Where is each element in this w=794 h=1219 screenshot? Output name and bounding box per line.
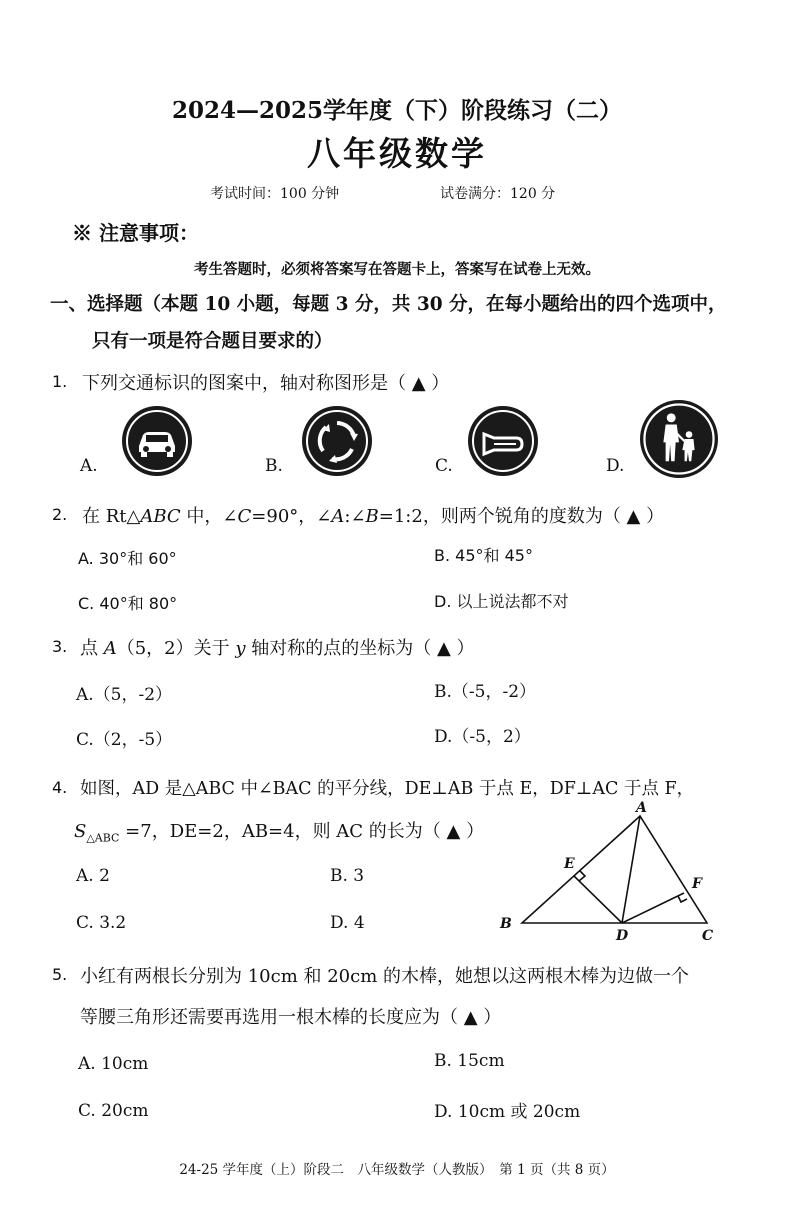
notice-text: 考生答题时，必须将答案写在答题卡上，答案写在试卷上无效。: [194, 261, 600, 278]
exam-title: 2024—2025学年度（下）阶段练习（二）: [171, 97, 623, 124]
label-c: C: [702, 928, 714, 944]
option-c: C. 20cm: [78, 1101, 149, 1121]
option-b: B. 15cm: [434, 1051, 505, 1071]
subject-title: 八年级数学: [307, 134, 487, 173]
option-d: D.（-5，2）: [434, 727, 531, 747]
option-d: D. 以上说法都不对: [434, 592, 569, 611]
car-sign-icon: [122, 406, 192, 476]
option-d: D. 10cm 或 20cm: [434, 1102, 581, 1122]
horn-sign-icon: [468, 406, 538, 476]
label-a: A: [636, 800, 647, 816]
question-4-line2: $S_{\triangle ABC} =7$，DE=2，AB=4，则 AC 的长为（ ▲ ）: [74, 821, 485, 845]
question-number: 3.: [52, 637, 68, 656]
question-5-line1: 小红有两根长分别为 10cm 和 20cm 的木棒，她想以这两根木棒为边做一个: [80, 966, 689, 987]
question-number: 2.: [52, 505, 68, 524]
pedestrian-sign-icon: [640, 400, 718, 478]
option-a: A. 30°和 60°: [78, 549, 177, 568]
option-a-label: A.: [80, 456, 98, 476]
question-4-line1: 如图，AD 是△ABC 中∠BAC 的平分线，DE⊥AB 于点 E，DF⊥AC 于点 F，: [80, 779, 695, 799]
option-c: C. 3.2: [76, 913, 127, 933]
option-d-label: D.: [606, 456, 625, 476]
label-d: D: [616, 928, 629, 944]
question-5-line2: 等腰三角形还需要再选用一根木棒的长度应为（ ▲ ）: [80, 1007, 502, 1028]
option-a: A. 2: [76, 866, 110, 886]
question-number: 5.: [52, 965, 68, 984]
option-b: B. 45°和 45°: [434, 546, 533, 565]
option-c-label: C.: [435, 456, 453, 476]
option-d: D. 4: [330, 913, 365, 933]
exam-time: 考试时间：100 分钟: [210, 186, 340, 202]
question-2-text: 在 Rt△ABC 中，∠C=90°，∠A:∠B=1:2，则两个锐角的度数为（ ▲ ）: [82, 506, 665, 527]
section-heading: 一、选择题（本题 10 小题，每题 3 分，共 30 分，在每小题给出的四个选项中，: [50, 294, 727, 315]
roundabout-sign-icon: [302, 406, 372, 476]
option-c: C.（2，-5）: [76, 730, 173, 750]
section-heading-cont: 只有一项是符合题目要求的）: [92, 331, 333, 352]
question-number: 1.: [52, 372, 68, 391]
option-a: A. 10cm: [78, 1054, 149, 1074]
option-b: B. 3: [330, 866, 365, 886]
label-f: F: [692, 876, 702, 892]
option-b-label: B.: [265, 456, 283, 476]
page-footer: 24-25 学年度（上）阶段二 八年级数学（人教版） 第 1 页（共 8 页）: [179, 1162, 615, 1178]
question-3-text: 点 A（5，2）关于 y 轴对称的点的坐标为（ ▲ ）: [80, 638, 475, 659]
notice-heading: ※ 注意事项：: [72, 221, 199, 245]
label-b: B: [500, 916, 512, 932]
option-c: C. 40°和 80°: [78, 594, 178, 613]
full-score: 试卷满分：120 分: [440, 186, 556, 202]
option-b: B.（-5，-2）: [434, 682, 537, 702]
option-a: A.（5，-2）: [76, 685, 173, 705]
question-number: 4.: [52, 778, 68, 797]
label-e: E: [564, 856, 575, 872]
triangle-diagram: [492, 800, 732, 950]
question-1-text: 下列交通标识的图案中，轴对称图形是（ ▲ ）: [82, 373, 450, 394]
